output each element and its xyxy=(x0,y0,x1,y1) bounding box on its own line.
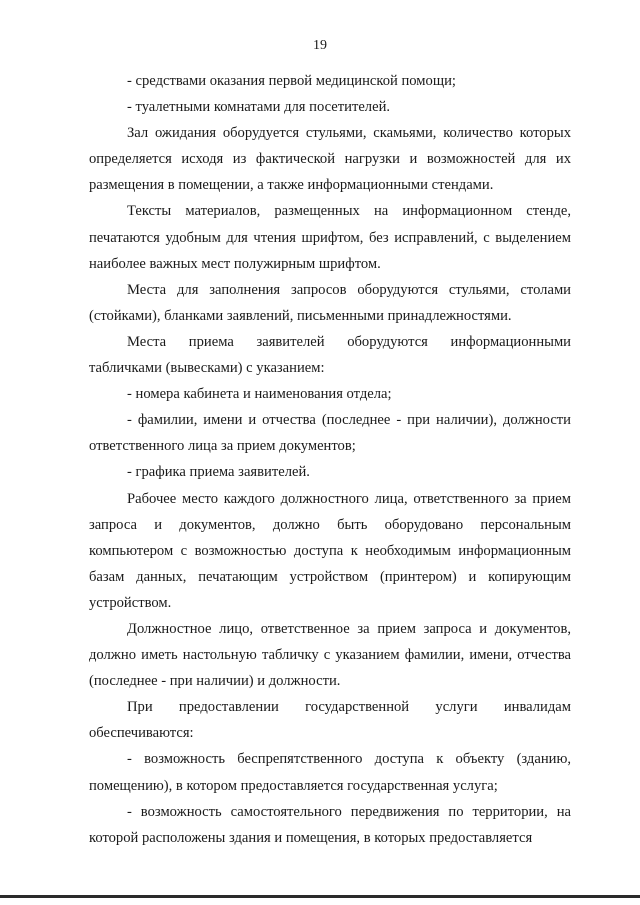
paragraph-request-places: Места для заполнения запросов оборудуются стульями, столами (стойками), бланками заявлений, письменными принадлежностями. xyxy=(89,281,571,324)
paragraph-independent-movement: - возможность самостоятельного передвижения по территории, на которой расположены здания и помещения, в которых предоставляется xyxy=(89,803,571,846)
paragraph-reception-places: Места приема заявителей оборудуются информационными табличками (вывесками) с указанием: xyxy=(89,333,571,377)
paragraph-first-aid: - средствами оказания первой медицинской помощи; xyxy=(127,73,456,89)
page-number: 19 xyxy=(313,38,327,53)
paragraph-stand-texts: Тексты материалов, размещенных на информационном стенде, печатаются удобным для чтения шрифтом, без исправлений, с выделением наиболее важных мест полужирным шрифтом. xyxy=(89,203,571,272)
paragraph-unimpeded-access: - возможность беспрепятственного доступа к объекту (зданию, помещению), в котором предоставляется государственная услуга; xyxy=(89,751,571,794)
paragraph-restrooms: - туалетными комнатами для посетителей. xyxy=(127,99,391,116)
document-body xyxy=(89,68,571,851)
paragraph-desk-plate: Должностное лицо, ответственное за прием запроса и документов, должно иметь настольную табличку с указанием фамилии, имени, отчества (последнее - при наличии) и должности. xyxy=(89,620,571,690)
paragraph-waiting-hall: Зал ожидания оборудуется стульями, скамьями, количество которых определяется исходя из фактической нагрузки и возможностей для их размещения в помещении, а также информационными стендами. xyxy=(89,125,571,194)
paragraph-schedule: - графика приема заявителей. xyxy=(127,464,310,481)
paragraph-disabled-provision: При предоставлении государственной услуги инвалидам обеспечиваются: xyxy=(89,699,571,742)
bottom-scan-edge xyxy=(0,895,640,898)
paragraph-workplace: Рабочее место каждого должностного лица, ответственного за прием запроса и документов, должно быть оборудовано персональным компьютером с возможностью доступа к необходимым информационным базам данных, печатающим устройством (принтером) и копирующим устройством. xyxy=(89,490,571,611)
paragraph-responsible-name: - фамилии, имени и отчества (последнее - при наличии), должности ответственного лица за прием документов; xyxy=(89,412,571,455)
paragraph-room-number: - номера кабинета и наименования отдела; xyxy=(127,386,392,403)
